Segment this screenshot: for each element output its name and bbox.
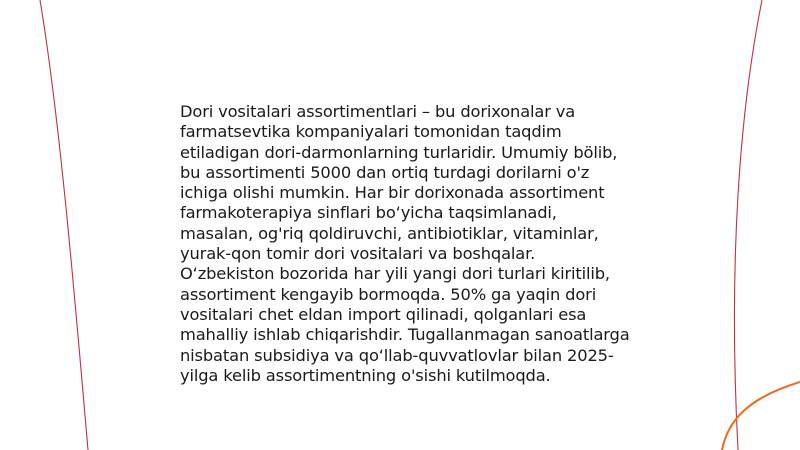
orange-circle-decoration — [722, 382, 800, 450]
body-paragraph: Dori vositalari assortimentlari – bu dorixonalar va farmatsevtika kompaniyalari tomonidan taqdim etiladigan dori-darmonlarning turlaridir. Umumiy bölib, bu assortimenti 5000 dan ortiq turdagi dorilarni o'z ichiga olishi mumkin. Har bir dorixonada assortiment farmakoterapiya sinflari bo‘yicha taqsimlanadi, masalan, og'riq qoldiruvchi, antibiotiklar, vitaminlar, yurak-qon tomir dori vositalari va boshqalar. O‘zbekiston bozorida har yili yangi dori turlari kiritilib, assortiment kengayib bormoqda. 50% ga yaqin dori vositalari chet eldan import qilinadi, qolganlari esa mahalliy ishlab chiqarishdir. Tugallanmagan sanoatlarga nisbatan subsidiya va qo‘llab-quvvatlovlar bilan 2025-yilga kelib assortimentning o'sishi kutilmoqda. — [180, 102, 630, 385]
right-arc-decoration — [734, 0, 762, 450]
left-arc-decoration — [40, 0, 88, 450]
